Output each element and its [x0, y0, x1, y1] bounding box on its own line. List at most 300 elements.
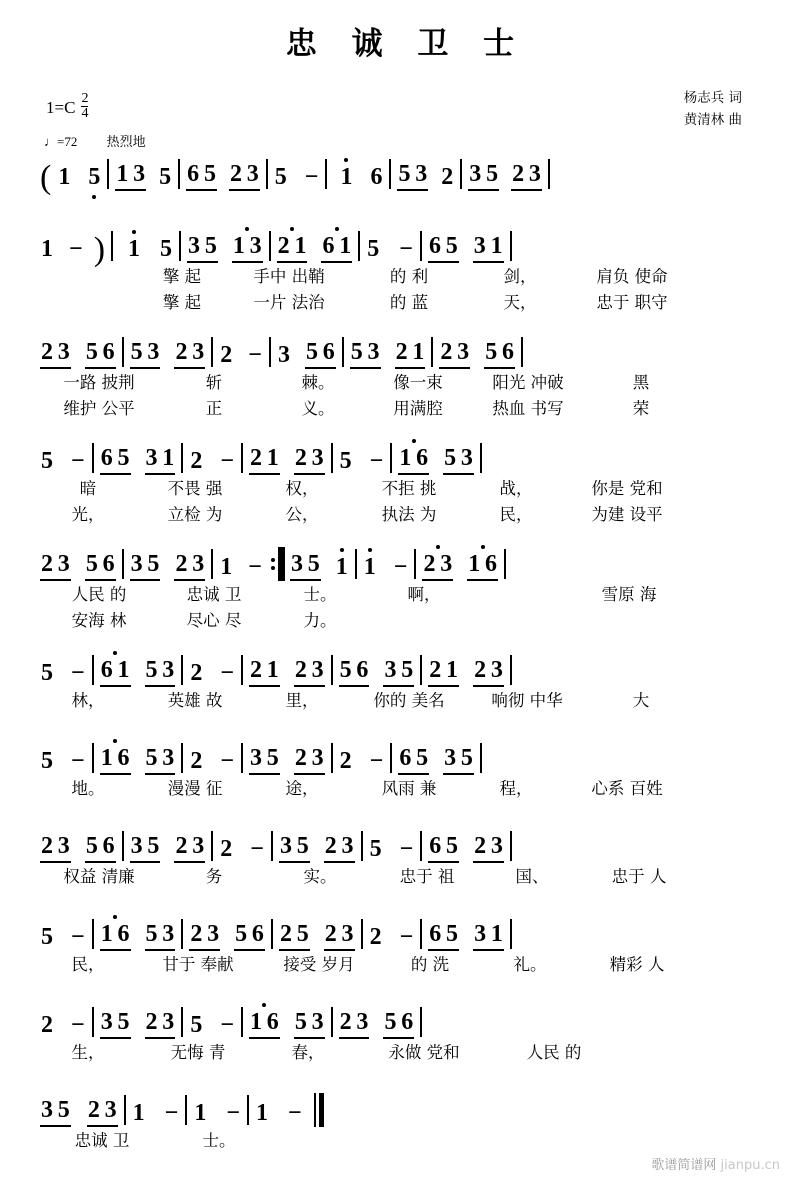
- barline: [211, 549, 213, 579]
- barline: [355, 549, 357, 579]
- note: 2: [41, 1012, 53, 1038]
- barline: [241, 743, 243, 773]
- note-row: [40, 219, 756, 268]
- lyric-row-verse1: [40, 581, 756, 607]
- note-group: 2 3: [174, 339, 205, 369]
- lyric-row-verse1: [40, 775, 756, 801]
- note: −: [71, 448, 85, 474]
- barline: [241, 1007, 243, 1037]
- barline: [122, 337, 124, 367]
- barline: [271, 919, 273, 949]
- note-group: 2 3: [189, 921, 220, 951]
- lyric: 忠诚 卫: [74, 1131, 130, 1150]
- barline: [107, 159, 109, 189]
- note-group: 6 1: [321, 233, 352, 263]
- system-7: [40, 731, 756, 801]
- lyric: 心系 百姓: [591, 779, 663, 798]
- lyric: 忠诚 卫: [186, 585, 242, 604]
- note: 2: [190, 448, 203, 474]
- note: −: [288, 1100, 302, 1126]
- note-group: 2 3: [294, 657, 325, 687]
- barline: [361, 831, 363, 861]
- note: 1: [41, 236, 53, 262]
- system-5: [40, 537, 756, 633]
- system-2: [40, 219, 756, 315]
- lyric-row-verse1: [40, 863, 756, 889]
- barline: [271, 831, 273, 861]
- note-row: [40, 537, 756, 581]
- repeat-end-barline: [268, 547, 285, 581]
- lyric: 热血 书写: [492, 399, 564, 418]
- repeat-dots: [271, 554, 275, 574]
- note-group: 2 1: [249, 657, 280, 687]
- lyric-row-verse2: [40, 395, 756, 421]
- lyric: 擎 起: [162, 293, 202, 312]
- note: 5: [367, 236, 380, 262]
- lyric: 人民 的: [526, 1043, 582, 1062]
- barline: [185, 1095, 187, 1125]
- note: −: [220, 748, 234, 774]
- system-8: [40, 819, 756, 889]
- note-group: 2 1: [249, 445, 280, 475]
- note-group: 3 5: [249, 745, 280, 775]
- barline: [521, 337, 523, 367]
- barline: [480, 743, 482, 773]
- note-group: 5 3: [145, 921, 176, 951]
- note-group: 1 6: [100, 745, 131, 775]
- note-group: 2 3: [439, 339, 470, 369]
- composer: 黄清林 曲: [683, 112, 742, 129]
- barline: [181, 655, 183, 685]
- note-group: 2 1: [277, 233, 308, 263]
- note-group: 5 3: [145, 745, 176, 775]
- note: 5: [190, 1012, 203, 1038]
- barline: [241, 655, 243, 685]
- note: −: [220, 660, 234, 686]
- lyric: 忠于 祖: [399, 867, 455, 886]
- note: −: [220, 1012, 234, 1038]
- lyric: 精彩 人: [609, 955, 665, 974]
- lyric: 忠于 人: [611, 867, 667, 886]
- lyric: 礼。: [513, 955, 547, 974]
- lyric: 不畏 强: [167, 479, 223, 498]
- note-group: 6 5: [428, 233, 459, 263]
- system-10: [40, 995, 756, 1065]
- lyric: 的 利: [389, 267, 429, 286]
- lyric: 暗: [79, 479, 97, 498]
- barline: [358, 231, 360, 261]
- credits: [684, 87, 742, 132]
- note-row: [40, 819, 756, 863]
- barline: [480, 443, 482, 473]
- lyric: 安海 林: [71, 611, 127, 630]
- lyric: 地。: [71, 779, 105, 798]
- lyric: 实。: [303, 867, 337, 886]
- music-body: [0, 147, 800, 1153]
- note-group: 3 5: [40, 1097, 71, 1127]
- barline: [331, 1007, 333, 1037]
- lyric: 光，: [71, 505, 105, 524]
- note-group: 6 5: [186, 161, 217, 191]
- note: −: [226, 1100, 240, 1126]
- lyric: 你的 美名: [373, 691, 445, 710]
- barline: [510, 231, 512, 261]
- note: −: [220, 448, 234, 474]
- lyric: 甘于 奉献: [162, 955, 234, 974]
- lyric: 林，: [71, 691, 105, 710]
- barline: [124, 1095, 126, 1125]
- note-group: 3 5: [290, 551, 321, 581]
- note-group: 2 1: [428, 657, 459, 687]
- barline: [179, 231, 181, 261]
- note: −: [399, 836, 414, 862]
- note: 2: [220, 342, 233, 368]
- lyric: 生，: [71, 1043, 105, 1062]
- lyric: 风雨 兼: [381, 779, 437, 798]
- note: 2: [220, 836, 233, 862]
- note: −: [71, 748, 85, 774]
- note-group: 2 3: [422, 551, 453, 581]
- note: 6: [370, 164, 383, 190]
- note: 2: [339, 748, 352, 774]
- note-group: 6 5: [100, 445, 131, 475]
- note: 5: [88, 164, 101, 190]
- note-group: 3 5: [383, 657, 414, 687]
- lyric: 务: [205, 867, 223, 886]
- note-group: 1 6: [249, 1009, 280, 1039]
- note: 1: [340, 164, 353, 190]
- note-group: 3 5: [130, 833, 161, 863]
- lyric: 不拒 挑: [381, 479, 437, 498]
- lyric: 用满腔: [393, 399, 443, 418]
- tempo-value: ♩=72: [44, 134, 78, 149]
- note: 5: [369, 836, 382, 862]
- lyric: 接受 岁月: [283, 955, 355, 974]
- barline: [390, 743, 392, 773]
- lyric: 春，: [291, 1043, 325, 1062]
- note-group: 2 3: [294, 745, 325, 775]
- note: 1: [335, 554, 348, 580]
- note-group: 3 5: [100, 1009, 131, 1039]
- barline: [420, 231, 422, 261]
- note-group: 2 3: [324, 833, 355, 863]
- lyric: 程，: [499, 779, 533, 798]
- barline: [420, 831, 422, 861]
- lyric: 力。: [303, 611, 337, 630]
- barline: [420, 655, 422, 685]
- note: 5: [41, 448, 53, 474]
- note: −: [71, 924, 85, 950]
- barline: [122, 831, 124, 861]
- lyric: 棘。: [301, 373, 335, 392]
- note-row: [40, 147, 756, 196]
- barline: [269, 231, 271, 261]
- note: −: [369, 448, 384, 474]
- lyric: 斩: [205, 373, 223, 392]
- system-9: [40, 907, 756, 977]
- barline: [331, 655, 333, 685]
- lyric: 一片 法治: [253, 293, 325, 312]
- lyric: 民，: [71, 955, 105, 974]
- barline: [414, 549, 416, 579]
- note: 2: [190, 748, 203, 774]
- open-paren: (: [40, 158, 52, 196]
- note: 1: [194, 1100, 207, 1126]
- key-label: 1=C: [46, 97, 76, 117]
- barline: [342, 337, 344, 367]
- note: 5: [160, 236, 173, 262]
- barline: [510, 655, 512, 685]
- lyric: 肩负 使命: [596, 267, 668, 286]
- note-group: 5 6: [85, 833, 116, 863]
- note-group: 5 6: [85, 339, 116, 369]
- note: −: [69, 236, 83, 262]
- note-group: 5 3: [294, 1009, 325, 1039]
- note-group: 3 1: [473, 233, 504, 263]
- lyric: 的 洗: [410, 955, 450, 974]
- lyric: 大: [632, 691, 650, 710]
- barline: [510, 919, 512, 949]
- note-row: [40, 325, 756, 369]
- barline: [111, 231, 113, 261]
- note-group: 1 3: [115, 161, 146, 191]
- note: 5: [339, 448, 352, 474]
- note: 1: [132, 1100, 145, 1126]
- barline: [92, 655, 94, 685]
- barline: [92, 1007, 94, 1037]
- time-signature: [81, 92, 88, 122]
- note: −: [248, 342, 262, 368]
- lyric: 阳光 冲破: [492, 373, 564, 392]
- system-11: [40, 1083, 756, 1153]
- note-group: 3 5: [130, 551, 161, 581]
- note-row: [40, 643, 756, 687]
- lyric: 正: [205, 399, 223, 418]
- note: −: [304, 164, 319, 190]
- lyric-row-verse1: [40, 263, 756, 289]
- note-group: 6 5: [398, 745, 429, 775]
- meter-denominator: 4: [81, 106, 89, 122]
- lyric: 啊，: [407, 585, 441, 604]
- note: 1: [363, 554, 376, 580]
- note-group: 5 6: [85, 551, 116, 581]
- note-group: 2 3: [294, 445, 325, 475]
- lyric-row-verse1: [40, 1127, 756, 1153]
- barline: [92, 919, 94, 949]
- lyric: 国、: [515, 867, 549, 886]
- note: 5: [41, 660, 53, 686]
- barline: [325, 159, 327, 189]
- lyric-row-verse2: [40, 607, 756, 633]
- lyric: 荣: [632, 399, 650, 418]
- lyric: 维护 公平: [63, 399, 135, 418]
- note-row: [40, 731, 756, 775]
- barline: [460, 159, 462, 189]
- lyric: 擎 起: [162, 267, 202, 286]
- note-row: [40, 431, 756, 475]
- barline: [389, 159, 391, 189]
- barline: [181, 1007, 183, 1037]
- mood-marking: 热烈地: [106, 135, 146, 150]
- barline: [92, 743, 94, 773]
- lyric-row-verse2: [40, 289, 756, 315]
- note-group: 1 6: [467, 551, 498, 581]
- watermark: [651, 1154, 780, 1173]
- note-group: 5 3: [350, 339, 381, 369]
- note-group: 5 3: [145, 657, 176, 687]
- lyric: 权，: [285, 479, 319, 498]
- note-group: 5 6: [484, 339, 515, 369]
- note: 1: [256, 1100, 268, 1126]
- barline: [181, 443, 183, 473]
- barline: [247, 1095, 249, 1125]
- note-group: 6 1: [100, 657, 131, 687]
- note: −: [369, 748, 384, 774]
- note-group: 6 5: [428, 921, 459, 951]
- key-signature: [46, 93, 88, 123]
- barline: [122, 549, 124, 579]
- barline: [420, 1007, 422, 1037]
- note: 2: [369, 924, 382, 950]
- note: −: [250, 836, 264, 862]
- barline: [211, 831, 213, 861]
- barline: [269, 337, 271, 367]
- system-3: [40, 325, 756, 421]
- note: 5: [274, 164, 287, 190]
- barline: [361, 919, 363, 949]
- note: 5: [41, 924, 53, 950]
- note: 2: [190, 660, 203, 686]
- lyric-row-verse1: [40, 475, 756, 501]
- system-6: [40, 643, 756, 713]
- note-group: 5 3: [443, 445, 474, 475]
- note-group: 2 3: [174, 833, 205, 863]
- lyric-row-verse1: [40, 687, 756, 713]
- note-group: 2 5: [279, 921, 310, 951]
- barline: [390, 443, 392, 473]
- lyric: 士。: [303, 585, 337, 604]
- barline: [181, 743, 183, 773]
- note-group: 3 5: [443, 745, 474, 775]
- lyric: 民，: [499, 505, 533, 524]
- note-group: 2 3: [473, 657, 504, 687]
- barline: [266, 159, 268, 189]
- note-group: 5 6: [305, 339, 336, 369]
- note: 5: [41, 748, 53, 774]
- score-header: [0, 87, 800, 150]
- lyric-row-verse2: [40, 501, 756, 527]
- system-4: [40, 431, 756, 527]
- lyric: 响彻 中华: [491, 691, 563, 710]
- barline: [181, 919, 183, 949]
- note-group: 1 3: [232, 233, 263, 263]
- note-group: 2 3: [40, 339, 71, 369]
- barline: [431, 337, 433, 367]
- note-group: 2 3: [174, 551, 205, 581]
- note-group: 2 3: [40, 551, 71, 581]
- note-group: 2 3: [511, 161, 542, 191]
- lyric: 无悔 青: [170, 1043, 226, 1062]
- note: −: [399, 924, 414, 950]
- barline: [420, 919, 422, 949]
- note: −: [248, 554, 262, 580]
- note-group: 6 5: [428, 833, 459, 863]
- note-group: 5 6: [339, 657, 370, 687]
- note: 3: [277, 342, 290, 368]
- lyric-row-verse1: [40, 951, 756, 977]
- note-group: 3 5: [279, 833, 310, 863]
- lyric: 执法 为: [381, 505, 437, 524]
- lyric: 你是 党和: [591, 479, 663, 498]
- meter-numerator: 2: [81, 91, 89, 106]
- note-group: 3 5: [468, 161, 499, 191]
- note-group: 2 3: [229, 161, 260, 191]
- close-paren: ): [93, 230, 106, 268]
- lyric: 义。: [301, 399, 335, 418]
- note: 1: [128, 236, 141, 262]
- barline: [211, 337, 213, 367]
- lyric: 士。: [202, 1131, 236, 1150]
- note-row: [40, 1083, 756, 1127]
- lyric: 里，: [285, 691, 319, 710]
- system-1: [40, 147, 756, 217]
- note-row: [40, 907, 756, 951]
- note-group: 5 3: [397, 161, 428, 191]
- barline: [331, 443, 333, 473]
- barline: [504, 549, 506, 579]
- lyric: 天，: [503, 293, 537, 312]
- lyric: 权益 清廉: [63, 867, 135, 886]
- lyric: 忠于 职守: [596, 293, 668, 312]
- note-group: 3 5: [187, 233, 218, 263]
- barline: [331, 743, 333, 773]
- lyric: 手中 出鞘: [253, 267, 325, 286]
- barline: [241, 443, 243, 473]
- note-group: 2 3: [40, 833, 71, 863]
- note-group: 1 6: [398, 445, 429, 475]
- lyric: 途，: [285, 779, 319, 798]
- lyric: 公，: [285, 505, 319, 524]
- barline: [510, 831, 512, 861]
- note-group: 1 6: [100, 921, 131, 951]
- watermark-url: jianpu.cn: [720, 1158, 780, 1173]
- lyric: 英雄 故: [167, 691, 223, 710]
- lyric-row-verse1: [40, 1039, 756, 1065]
- note-group: 5 6: [383, 1009, 414, 1039]
- note-group: 5 6: [234, 921, 265, 951]
- lyric: 尽心 尽: [186, 611, 242, 630]
- sheet-music-page: [0, 18, 800, 1181]
- lyric: 立检 为: [167, 505, 223, 524]
- note: 1: [58, 164, 71, 190]
- lyric-row: [40, 191, 756, 217]
- page-title: 忠 诚 卫 士: [285, 26, 527, 62]
- note: −: [399, 236, 413, 262]
- barline: [92, 443, 94, 473]
- lyric: 为建 设平: [591, 505, 663, 524]
- note-group: 2 3: [87, 1097, 118, 1127]
- lyric: 人民 的: [71, 585, 127, 604]
- lyric: 剑，: [503, 267, 537, 286]
- note-group: 2 3: [324, 921, 355, 951]
- lyric: 永做 党和: [388, 1043, 460, 1062]
- lyric: 战，: [499, 479, 533, 498]
- note-row: [40, 995, 756, 1039]
- note: −: [393, 554, 408, 580]
- lyric: 雪原 海: [601, 585, 657, 604]
- lyric: 漫漫 征: [167, 779, 223, 798]
- lyric: 一路 披荆: [63, 373, 135, 392]
